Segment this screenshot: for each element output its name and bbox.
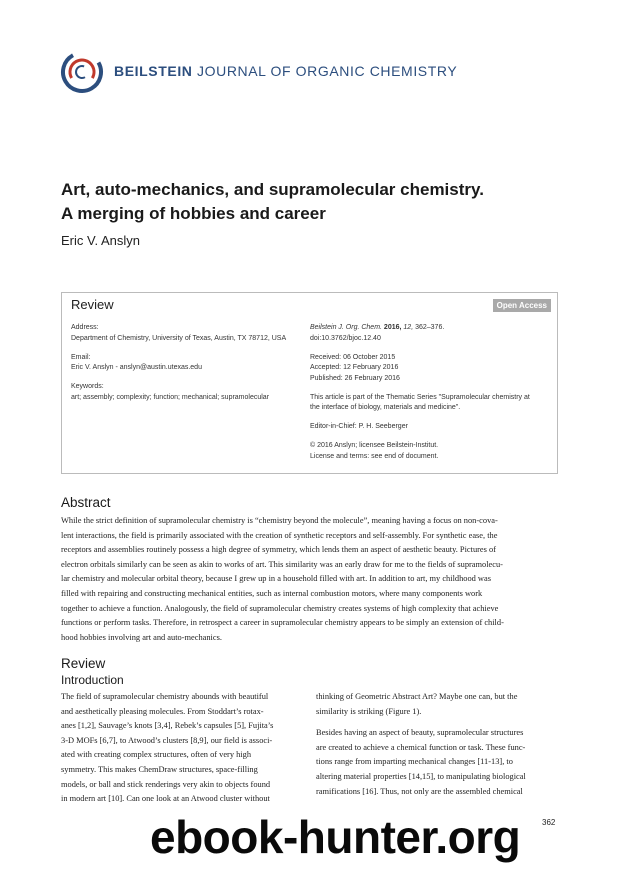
license-block: © 2016 Anslyn; licensee Beilstein-Institut. License and terms: see end of document. (310, 442, 439, 460)
thematic-series-link[interactable]: the interface of biology, materials and medicine". (310, 404, 461, 411)
body-paragraph: Besides having an aspect of beauty, supramolecular structures are created to achieve a chemical function or task. These func- tions range from imparting mechanical changes [11-13], to altering material properties [14,15], to manipulating biological ramifications [16]. Thus, not only are the assembled chemical (316, 728, 526, 796)
body-paragraph: The field of supramolecular chemistry abounds with beautiful and aesthetically pleasing molecules. From Stoddart’s rotax- anes [1,2], Sauvage’s knots [3,4], Rebek’s capsules [5], Fujita’s 3-D MOFs [6,7], to Atwood’s clusters [8,9], our field is associ- ated with creating complex structures, often of very high symmetry. This makes ChemDraw structures, space-filling models, or ball and stick renderings very akin to objects found in modern art [10]. Can one look at an Atwood cluster without (61, 692, 274, 804)
thematic-series-block: This article is part of the Thematic Series "Supramolecular chemistry at the interface of biology, materials and medicine". (310, 393, 550, 414)
abstract-heading: Abstract (61, 495, 111, 510)
article-title (61, 178, 561, 226)
title-line: Art, auto-mechanics, and supramolecular chemistry. (61, 180, 484, 199)
info-right-column (310, 323, 550, 471)
author-name: Eric V. Anslyn (61, 233, 141, 248)
keywords-block: Keywords: art; assembly; complexity; function; mechanical; supramolecular (71, 383, 270, 401)
open-access-badge: Open Access (493, 299, 551, 312)
doi-link[interactable]: doi:10.3762/bjoc.12.40 (310, 334, 381, 342)
article-info-box (61, 292, 558, 474)
body-paragraph: thinking of Geometric Abstract Art? Maybe one can, but the similarity is striking (Figure 1). (316, 692, 518, 716)
abstract-text: While the strict definition of supramolecular chemistry is “chemistry beyond the molecule”, meaning having a focus on non-cova- lent interactions, the field is primarily associated with the creation of synthetic receptors and self-assembly. For synthetic ease, the receptors and assemblies routinely possess a high degree of symmetry, which lends them an aspect of aesthetic beauty. Pictures of electron orbitals similarly can be seen as akin to works of art. This similarity was an early draw for me to the fields of supramolecu- lar chemistry and molecular orbital theory, because I grew up in a household filled with art. In addition to art, my childhood was filled with repairing and constructing mechanical entities, such as internal combustion motors, where many components work together to achieve a function. Analogously, the field of supramolecular chemistry creates systems of high complexity that achieve functions or perform tasks. Therefore, in retrospect a career in supramolecular chemistry appears to be simply an extension of child- hood hobbies involving art and auto-mechanics. (61, 516, 504, 642)
dates-block: Received: 06 October 2015 Accepted: 12 February 2016 Published: 26 February 2016 (310, 353, 400, 382)
citation-block: Beilstein J. Org. Chem. 2016, 12, 362–376. doi:10.3762/bjoc.12.40 (310, 323, 550, 344)
body-right-column (316, 690, 559, 806)
info-left-column (71, 323, 303, 412)
journal-logo-icon (60, 50, 104, 94)
email-link[interactable]: Eric V. Anslyn - anslyn@austin.utexas.edu (71, 364, 202, 371)
introduction-heading: Introduction (61, 673, 124, 687)
watermark: ebook-hunter.org (150, 811, 521, 863)
article-type-label: Review (71, 297, 114, 312)
page-number: 362 (542, 818, 556, 827)
email-block: Email: Eric V. Anslyn - anslyn@austin.utexas.edu (71, 353, 303, 374)
address-block: Address: Department of Chemistry, University of Texas, Austin, TX 78712, USA (71, 324, 287, 342)
title-line: A merging of hobbies and career (61, 204, 326, 223)
body-left-column (61, 690, 304, 814)
review-heading: Review (61, 656, 106, 671)
editor-block: Editor-in-Chief: P. H. Seeberger (310, 423, 408, 430)
journal-name: BEILSTEIN JOURNAL OF ORGANIC CHEMISTRY (114, 63, 458, 79)
